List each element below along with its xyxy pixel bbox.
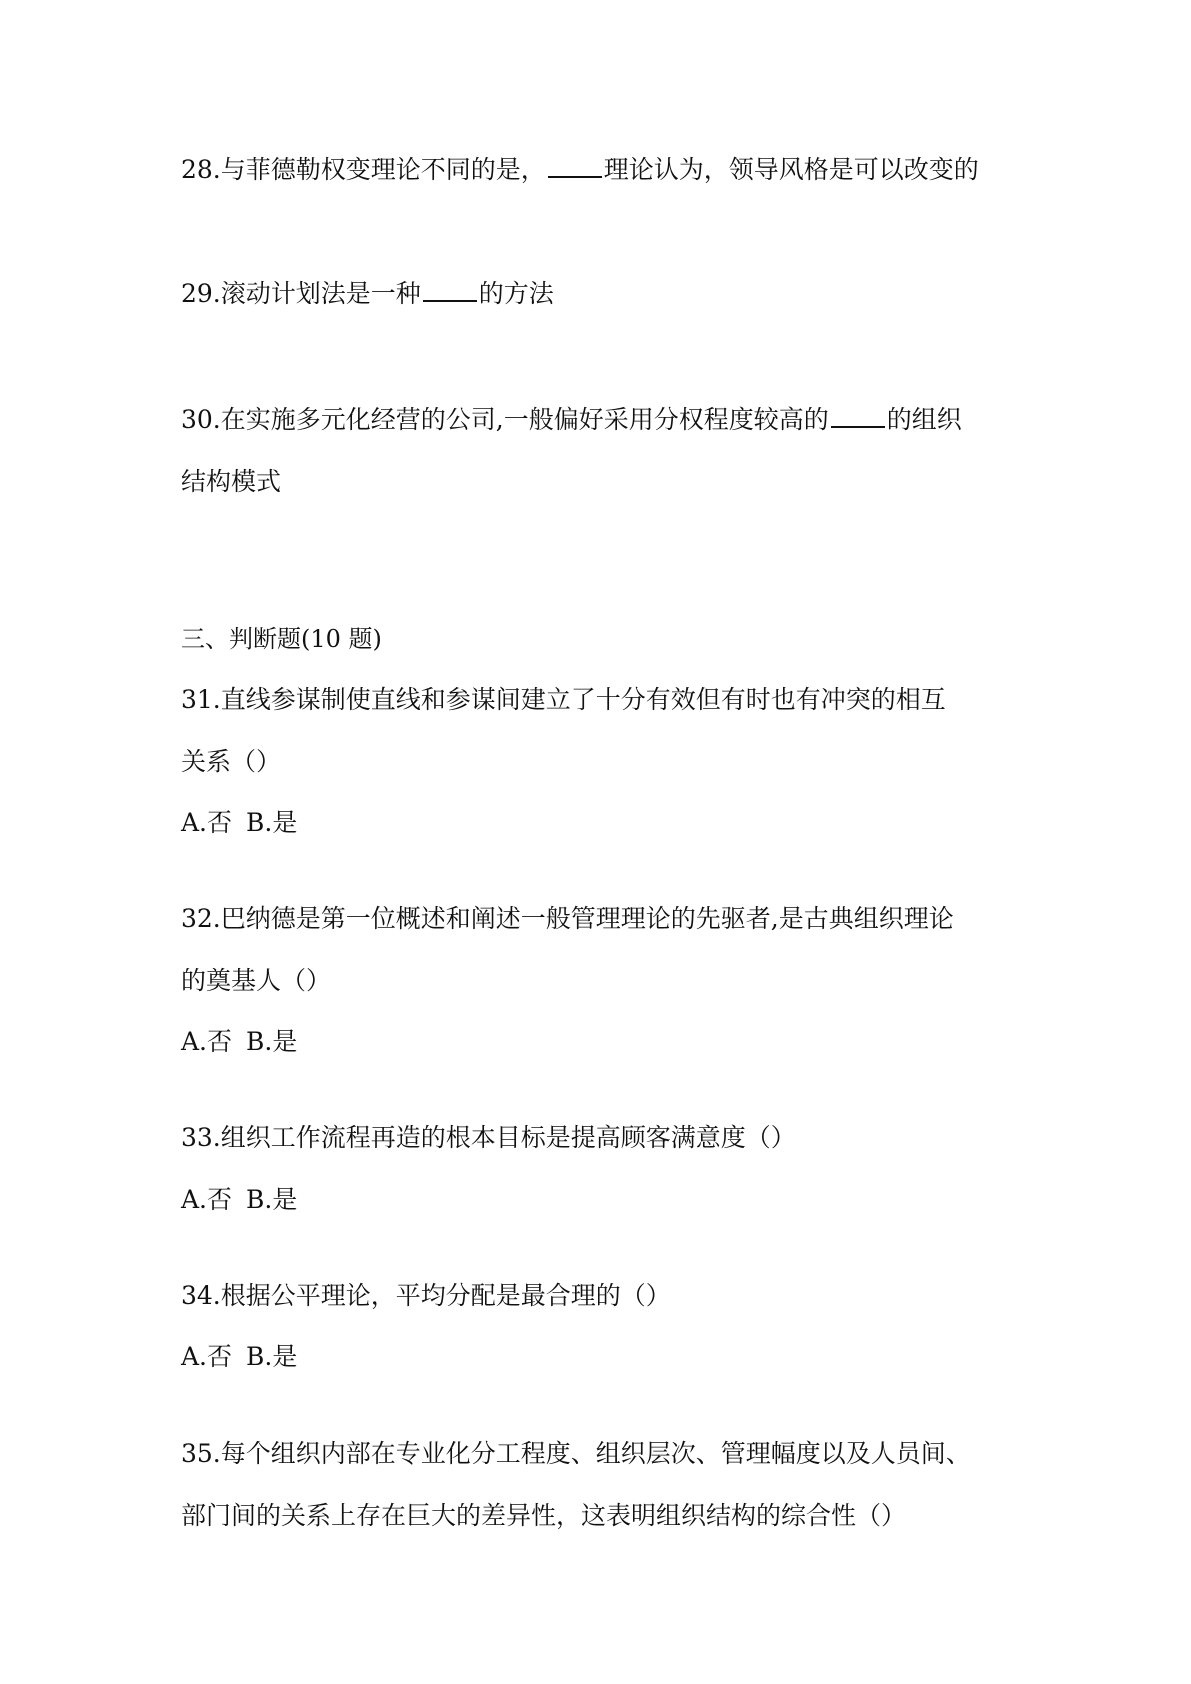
question-28-text-before: 28.与菲德勒权变理论不同的是， bbox=[181, 155, 546, 184]
option-a[interactable]: A.否 bbox=[181, 1027, 233, 1056]
option-a[interactable]: A.否 bbox=[181, 808, 233, 837]
option-b[interactable]: B.是 bbox=[246, 1027, 298, 1056]
section-title: 三、判断题(10 题) bbox=[181, 625, 382, 653]
question-28-text-after: 理论认为，领导风格是可以改变的 bbox=[603, 155, 979, 184]
question-31-line-2: 关系（） bbox=[181, 747, 282, 776]
answer-blank bbox=[548, 154, 602, 178]
option-b[interactable]: B.是 bbox=[246, 1342, 298, 1371]
answer-blank bbox=[831, 404, 885, 428]
option-b[interactable]: B.是 bbox=[246, 1185, 298, 1214]
question-34-options bbox=[181, 1340, 297, 1374]
question-34-line-1: 34.根据公平理论，平均分配是最合理的（） bbox=[181, 1281, 671, 1310]
question-32-options bbox=[181, 1025, 297, 1059]
question-32-line-1: 32.巴纳德是第一位概述和阐述一般管理理论的先驱者,是古典组织理论 bbox=[181, 904, 954, 933]
question-32-line-2: 的奠基人（） bbox=[181, 966, 332, 995]
option-a[interactable]: A.否 bbox=[181, 1185, 233, 1214]
option-a[interactable]: A.否 bbox=[181, 1342, 233, 1371]
question-30-line-2: 结构模式 bbox=[181, 467, 282, 496]
question-35-line-2: 部门间的关系上存在巨大的差异性，这表明组织结构的综合性（） bbox=[181, 1501, 907, 1530]
question-35-line-1: 35.每个组织内部在专业化分工程度、组织层次、管理幅度以及人员间、 bbox=[181, 1439, 971, 1468]
question-31-options bbox=[181, 806, 297, 840]
question-31-line-1: 31.直线参谋制使直线和参谋间建立了十分有效但有时也有冲突的相互 bbox=[181, 685, 946, 714]
answer-blank bbox=[423, 278, 477, 302]
question-29-text-before: 29.滚动计划法是一种 bbox=[181, 279, 421, 308]
question-30-text-after: 的组织 bbox=[886, 405, 962, 434]
question-33-line-1: 33.组织工作流程再造的根本目标是提高顾客满意度（） bbox=[181, 1123, 796, 1152]
question-30-line-1 bbox=[181, 403, 962, 437]
question-29-line-1 bbox=[181, 277, 554, 311]
question-29-text-after: 的方法 bbox=[478, 279, 554, 308]
question-30-text-before: 30.在实施多元化经营的公司,一般偏好采用分权程度较高的 bbox=[181, 405, 829, 434]
option-b[interactable]: B.是 bbox=[246, 808, 298, 837]
question-33-options bbox=[181, 1183, 297, 1217]
question-28-line-1 bbox=[181, 153, 979, 187]
